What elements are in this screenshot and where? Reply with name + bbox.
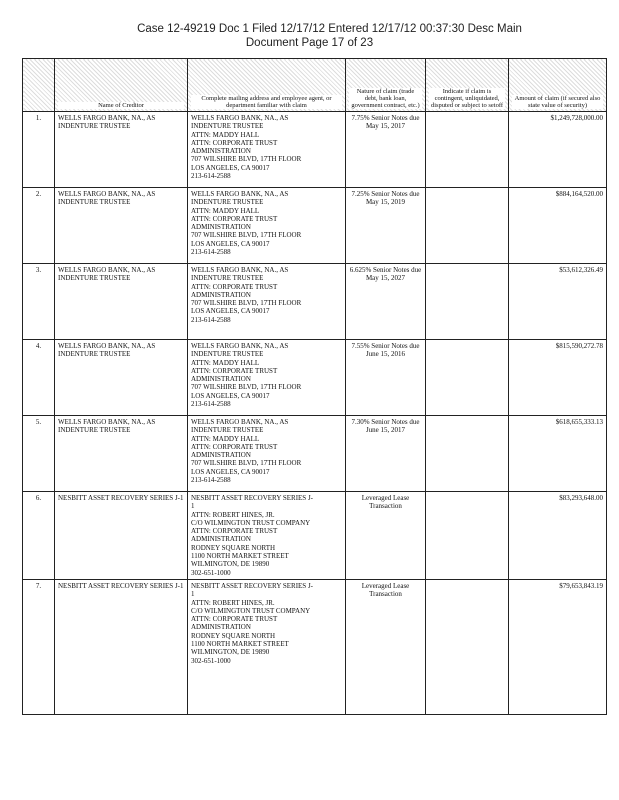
table-row — [23, 492, 607, 580]
address-line: INDENTURE TRUSTEE — [191, 274, 264, 283]
claim-nature: Leveraged Lease Transaction — [346, 579, 426, 714]
col-header-amount: Amount of claim (if secured also state value of security) — [509, 59, 607, 112]
address-line: 302-651-1000 — [191, 568, 231, 577]
claim-amount: $618,655,333.13 — [509, 416, 607, 492]
address-line: ADMINISTRATION — [191, 147, 251, 156]
row-number: 2. — [23, 188, 55, 264]
address-line: ATTN: CORPORATE TRUST — [191, 214, 278, 223]
row-number: 1. — [23, 112, 55, 188]
claim-contingent — [426, 579, 509, 714]
creditor-address — [188, 188, 346, 264]
address-line: ATTN: MADDY HALL — [191, 358, 260, 367]
creditor-address — [188, 112, 346, 188]
creditor-address — [188, 579, 346, 714]
address-line: ADMINISTRATION — [191, 623, 251, 632]
table-body — [23, 112, 607, 715]
creditor-address — [188, 416, 346, 492]
address-line: C/O WILMINGTON TRUST COMPANY — [191, 606, 311, 615]
table-row — [23, 188, 607, 264]
address-line: WELLS FARGO BANK, NA., AS — [191, 114, 289, 122]
claim-contingent — [426, 188, 509, 264]
claim-contingent — [426, 112, 509, 188]
row-number: 4. — [23, 340, 55, 416]
address-line: ATTN: CORPORATE TRUST — [191, 282, 278, 291]
address-line: 707 WILSHIRE BLVD, 17TH FLOOR — [191, 459, 302, 468]
row-number: 6. — [23, 492, 55, 580]
address-line: 707 WILSHIRE BLVD, 17TH FLOOR — [191, 299, 302, 308]
address-line: INDENTURE TRUSTEE — [191, 198, 264, 207]
creditor-name: WELLS FARGO BANK, NA., AS INDENTURE TRUSTEE — [55, 340, 188, 416]
address-line: 302-651-1000 — [191, 656, 231, 665]
address-line: 1100 NORTH MARKET STREET — [191, 552, 289, 561]
address-line: WELLS FARGO BANK, NA., AS — [191, 418, 289, 426]
creditor-table — [22, 58, 607, 715]
claim-contingent — [426, 264, 509, 340]
address-line: ATTN: CORPORATE TRUST — [191, 527, 278, 536]
address-line: LOS ANGELES, CA 90017 — [191, 307, 270, 316]
claim-amount: $79,653,843.19 — [509, 579, 607, 714]
col-header-address: Complete mailing address and employee agent, or department familiar with claim — [188, 59, 346, 112]
claim-nature: Leveraged Lease Transaction — [346, 492, 426, 580]
claim-contingent — [426, 416, 509, 492]
claim-amount: $83,293,648.00 — [509, 492, 607, 580]
claim-amount: $1,249,728,000.00 — [509, 112, 607, 188]
address-line: WELLS FARGO BANK, NA., AS — [191, 266, 289, 274]
address-line: WILMINGTON, DE 19890 — [191, 648, 270, 657]
creditor-name: WELLS FARGO BANK, NA., AS INDENTURE TRUSTEE — [55, 112, 188, 188]
table-row — [23, 112, 607, 188]
claim-nature: 7.75% Senior Notes due May 15, 2017 — [346, 112, 426, 188]
address-line: ATTN: CORPORATE TRUST — [191, 442, 278, 451]
row-number: 5. — [23, 416, 55, 492]
case-line: Case 12-49219 Doc 1 Filed 12/17/12 Entered 12/17/12 00:37:30 Desc Main — [137, 23, 522, 35]
creditor-name: NESBITT ASSET RECOVERY SERIES J-1 — [55, 492, 188, 580]
address-line: ATTN: MADDY HALL — [191, 130, 260, 139]
address-line: WELLS FARGO BANK, NA., AS — [191, 342, 289, 350]
col-header-contingent: Indicate if claim is contingent, unliquidated, disputed or subject to setoff — [426, 59, 509, 112]
address-line: ATTN: CORPORATE TRUST — [191, 138, 278, 147]
claim-contingent — [426, 340, 509, 416]
address-line: 1 — [191, 590, 195, 599]
address-line: 213-614-2588 — [191, 400, 231, 409]
address-line: 1100 NORTH MARKET STREET — [191, 640, 289, 649]
creditor-name: WELLS FARGO BANK, NA., AS INDENTURE TRUSTEE — [55, 188, 188, 264]
address-line: ADMINISTRATION — [191, 451, 251, 460]
address-line: 707 WILSHIRE BLVD, 17TH FLOOR — [191, 383, 302, 392]
creditor-name: WELLS FARGO BANK, NA., AS INDENTURE TRUSTEE — [55, 264, 188, 340]
creditor-name: NESBITT ASSET RECOVERY SERIES J-1 — [55, 579, 188, 714]
address-line: 1 — [191, 502, 195, 511]
col-header-nature: Nature of claim (trade debt, bank loan, government contract, etc.) — [346, 59, 426, 112]
address-line: INDENTURE TRUSTEE — [191, 426, 264, 435]
creditor-name: WELLS FARGO BANK, NA., AS INDENTURE TRUSTEE — [55, 416, 188, 492]
address-line: NESBITT ASSET RECOVERY SERIES J- — [191, 581, 314, 590]
address-line: LOS ANGELES, CA 90017 — [191, 163, 270, 172]
claim-amount: $884,164,520.00 — [509, 188, 607, 264]
table-row — [23, 264, 607, 340]
address-line: INDENTURE TRUSTEE — [191, 350, 264, 359]
address-line: ATTN: ROBERT HINES, JR. — [191, 510, 275, 519]
table-row — [23, 579, 607, 714]
address-line: ADMINISTRATION — [191, 290, 251, 299]
page-line: Document Page 17 of 23 — [245, 37, 374, 49]
address-line: WILMINGTON, DE 19890 — [191, 560, 270, 569]
creditor-address — [188, 492, 346, 580]
address-line: ATTN: MADDY HALL — [191, 206, 260, 215]
claim-nature: 7.25% Senior Notes due May 15, 2019 — [346, 188, 426, 264]
address-line: ATTN: MADDY HALL — [191, 434, 260, 443]
claim-contingent — [426, 492, 509, 580]
address-line: LOS ANGELES, CA 90017 — [191, 239, 270, 248]
table-row — [23, 340, 607, 416]
table-row — [23, 416, 607, 492]
address-line: LOS ANGELES, CA 90017 — [191, 391, 270, 400]
claim-amount: $815,590,272.78 — [509, 340, 607, 416]
address-line: WELLS FARGO BANK, NA., AS — [191, 190, 289, 198]
col-header-number — [23, 59, 55, 112]
address-line: ADMINISTRATION — [191, 375, 251, 384]
address-line: 213-614-2588 — [191, 315, 231, 324]
table-header-row — [23, 59, 607, 112]
claim-amount: $53,612,326.49 — [509, 264, 607, 340]
address-line: LOS ANGELES, CA 90017 — [191, 467, 270, 476]
address-line: 707 WILSHIRE BLVD, 17TH FLOOR — [191, 155, 302, 164]
address-line: 213-614-2588 — [191, 172, 231, 181]
claim-nature: 6.625% Senior Notes due May 15, 2027 — [346, 264, 426, 340]
address-line: 213-614-2588 — [191, 248, 231, 257]
col-header-creditor: Name of Creditor — [55, 59, 188, 112]
row-number: 3. — [23, 264, 55, 340]
address-line: ATTN: CORPORATE TRUST — [191, 366, 278, 375]
document-header — [0, 22, 619, 50]
address-line: 213-614-2588 — [191, 476, 231, 485]
address-line: ADMINISTRATION — [191, 535, 251, 544]
creditor-address — [188, 264, 346, 340]
address-line: RODNEY SQUARE NORTH — [191, 543, 276, 552]
address-line: NESBITT ASSET RECOVERY SERIES J- — [191, 494, 314, 502]
claim-nature: 7.55% Senior Notes due June 15, 2016 — [346, 340, 426, 416]
claim-nature: 7.30% Senior Notes due June 15, 2017 — [346, 416, 426, 492]
address-line: C/O WILMINGTON TRUST COMPANY — [191, 518, 311, 527]
address-line: ADMINISTRATION — [191, 223, 251, 232]
address-line: RODNEY SQUARE NORTH — [191, 631, 276, 640]
address-line: INDENTURE TRUSTEE — [191, 122, 264, 131]
row-number: 7. — [23, 579, 55, 714]
address-line: ATTN: CORPORATE TRUST — [191, 615, 278, 624]
address-line: 707 WILSHIRE BLVD, 17TH FLOOR — [191, 231, 302, 240]
address-line: ATTN: ROBERT HINES, JR. — [191, 598, 275, 607]
creditor-address — [188, 340, 346, 416]
